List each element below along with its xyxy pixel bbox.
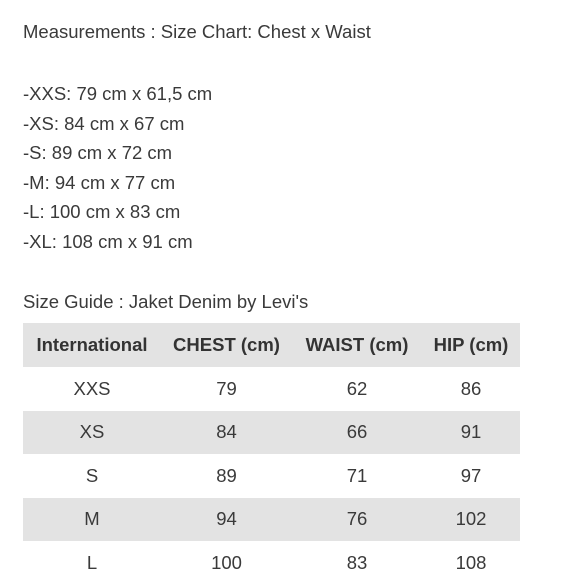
table-row — [23, 541, 520, 580]
cell-chest: 79 — [216, 377, 237, 399]
cell-size: XXS — [73, 377, 111, 399]
header-waist: WAIST (cm) — [305, 334, 409, 355]
table-row — [23, 367, 520, 411]
header-international: International — [36, 334, 148, 355]
cell-chest: 100 — [211, 551, 242, 573]
header-hip: HIP (cm) — [433, 334, 509, 355]
measurement-item-s: -S: 89 cm x 72 cm — [23, 142, 173, 163]
measurement-item-xl: -XL: 108 cm x 91 cm — [23, 230, 193, 252]
cell-size: M — [84, 508, 100, 530]
size-guide-table — [23, 323, 520, 580]
cell-waist: 83 — [346, 551, 368, 573]
cell-size: XS — [79, 421, 105, 443]
cell-hip: 97 — [460, 464, 482, 486]
cell-size: S — [85, 464, 99, 486]
measurement-list — [23, 79, 212, 256]
cell-hip: 91 — [460, 421, 482, 443]
cell-waist: 62 — [346, 377, 368, 399]
cell-waist: 71 — [346, 464, 368, 486]
measurements-heading: Measurements : Size Chart: Chest x Waist — [23, 21, 371, 42]
table-row — [23, 498, 520, 542]
cell-hip: 102 — [455, 508, 487, 530]
measurement-item-m: -M: 94 cm x 77 cm — [23, 171, 176, 193]
cell-hip: 86 — [460, 377, 482, 399]
measurement-item-l: -L: 100 cm x 83 cm — [23, 201, 181, 222]
cell-chest: 89 — [216, 464, 237, 486]
table-row — [23, 411, 520, 455]
cell-waist: 76 — [346, 508, 368, 530]
cell-size: L — [86, 551, 98, 573]
size-guide-title: Size Guide : Jaket Denim by Levi's — [23, 291, 309, 312]
table-header-row — [23, 323, 520, 367]
measurement-item-xs: -XS: 84 cm x 67 cm — [23, 112, 185, 134]
cell-hip: 108 — [455, 551, 487, 573]
table-row — [23, 454, 520, 498]
cell-chest: 84 — [216, 421, 237, 443]
cell-chest: 94 — [216, 508, 237, 530]
measurement-item-xxs: -XXS: 79 cm x 61,5 cm — [23, 83, 213, 104]
header-chest: CHEST (cm) — [173, 334, 280, 355]
cell-waist: 66 — [346, 421, 368, 443]
